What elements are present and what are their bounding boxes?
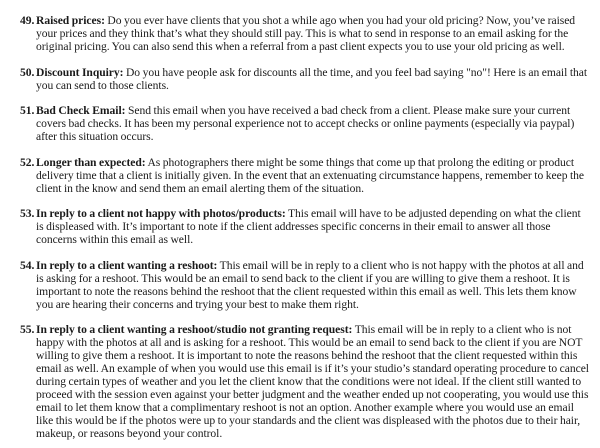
list-item-53 (20, 207, 590, 246)
item-title: Raised prices: (36, 14, 105, 27)
item-title: Bad Check Email: (36, 104, 126, 117)
list-item-50 (20, 66, 590, 92)
item-title: In reply to a client wanting a reshoot: (36, 258, 218, 272)
item-number: 55. (20, 323, 35, 336)
item-body: Send this email when you have received a bad check from a client. Please make sure your current covers bad checks. It has been my personal experience not to accept checks or online payments (especially via paypal) after this situation occurs. (36, 104, 575, 143)
list-item-54 (20, 259, 590, 311)
item-body: This email will have to be adjusted depending on what the client is displeased with. It’s important to note if the client addresses specific concerns in their email to answer all those concerns within this email as well. (36, 207, 581, 246)
item-title: In reply to a client not happy with photos/products: (36, 207, 286, 220)
item-body: As photographers there might be some things that come up that prolong the editing or product delivery time that a client is initially given. In the event that an extenuating circumstance happens, remember to keep the client in the know and send them an email alerting them of the situation. (36, 155, 584, 195)
item-title: In reply to a client wanting a reshoot/studio not granting request: (36, 323, 353, 336)
item-body: Do you ever have clients that you shot a while ago when you had your old pricing? Now, you’ve raised your prices and they think that’s what they should still pay. This is what to send in response to an email asking for the original pricing. You can also send this when a referral from a past client expects you to use your old pricing as well. (36, 14, 576, 53)
item-title: Discount Inquiry: (36, 65, 124, 79)
item-number: 53. (20, 207, 35, 220)
list-item-52 (20, 156, 590, 195)
item-body: This email will be in reply to a client who is not happy with the photos at all and is asking for a reshoot. This would be an email to send back to the client if you are NOT willing to give them a reshoot. It is important to note the reasons behind the reshoot that the client requested within this email as well. An example of when you would use this email is if it’s your studio’s standard operating procedure to cancel during certain types of weather and you let the client know that the conditions were not ideal. If the client still wanted to proceed with the session even against your better judgment and the weather ended up not cooperating, you would use this email to let them know that a complimentary reshoot is not an option. Another example where you would use an email like this would be if the photos were up to your standards and the client was displeased with the photos due to their hair, makeup, or reasons beyond your control. (36, 323, 589, 440)
item-number: 54. (20, 258, 35, 272)
item-number: 51. (20, 104, 35, 117)
item-number: 49. (20, 14, 35, 27)
item-body: Do you have people ask for discounts all the time, and you feel bad saying "no"! Here is an email that you can send to those clients. (36, 65, 588, 92)
item-title: Longer than expected: (36, 155, 146, 169)
item-body: This email will be in reply to a client who is not happy with the photos at all and is asking for a reshoot. This would be an email to send back to the client if you are willing to give them a reshoot. It is important to note the reasons behind the reshoot that the client requested within this email as well. This lets them know you are hearing their concerns and trying your best to make them right. (36, 258, 584, 311)
item-number: 50. (20, 65, 35, 79)
list-item-51 (20, 104, 590, 143)
list-item-55 (20, 323, 590, 440)
list-item-49 (20, 14, 590, 53)
item-number: 52. (20, 155, 35, 169)
